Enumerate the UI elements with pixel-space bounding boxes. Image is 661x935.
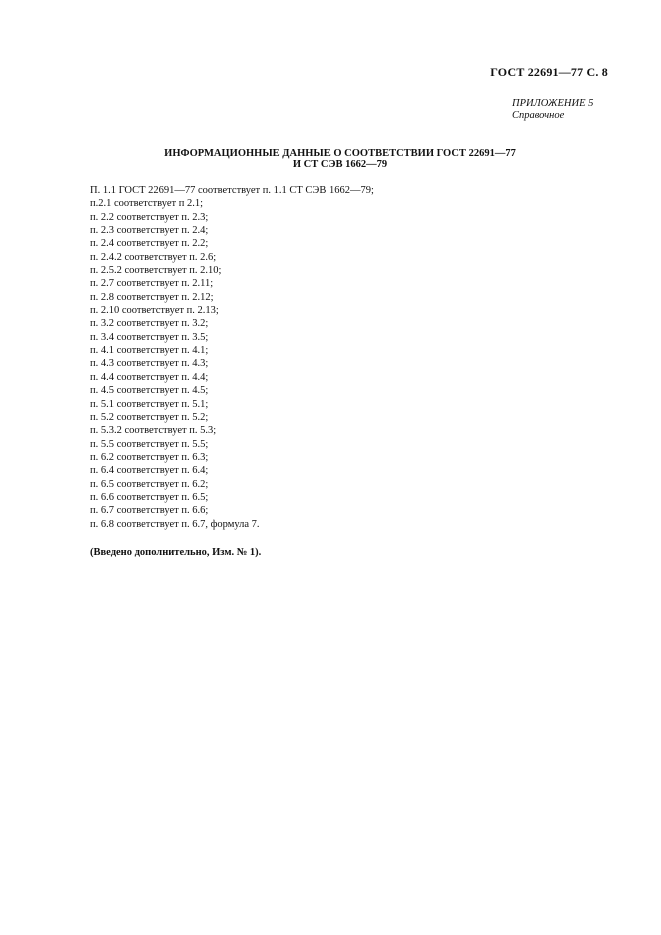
list-item: п. 4.5 соответствует п. 4.5;	[90, 385, 209, 397]
list-item: п. 4.3 соответствует п. 4.3;	[90, 358, 209, 370]
correspondence-list	[90, 184, 374, 531]
list-item: п. 6.7 соответствует п. 6.6;	[90, 505, 209, 517]
list-item: п. 2.10 соответствует п. 2.13;	[90, 305, 219, 317]
list-item: п. 2.4 соответствует п. 2.2;	[90, 238, 209, 250]
list-item: п. 2.2 соответствует п. 2.3;	[90, 211, 209, 223]
list-item: п. 6.5 соответствует п. 6.2;	[90, 478, 209, 490]
page-header-code: ГОСТ 22691—77 С. 8	[490, 65, 608, 79]
list-item: п. 5.2 соответствует п. 5.2;	[90, 411, 209, 423]
title-line-1: ИНФОРМАЦИОННЫЕ ДАННЫЕ О СООТВЕТСТВИИ ГОСТ 22691—77	[164, 148, 516, 159]
list-item: п. 6.2 соответствует п. 6.3;	[90, 451, 209, 463]
list-item: П. 1.1 ГОСТ 22691—77 соответствует п. 1.1 СТ СЭВ 1662—79;	[90, 185, 374, 196]
list-item: п. 3.4 соответствует п. 3.5;	[90, 331, 209, 343]
appendix-label: ПРИЛОЖЕНИЕ 5	[512, 98, 594, 109]
list-item: п. 2.8 соответствует п. 2.12;	[90, 291, 214, 303]
title-line-2: И СТ СЭВ 1662—79	[292, 159, 388, 170]
amendment-note: (Введено дополнительно, Изм. № 1).	[90, 547, 262, 558]
list-item: п. 2.4.2 соответствует п. 2.6;	[90, 251, 217, 263]
list-item: п. 6.6 соответствует п. 6.5;	[90, 491, 209, 503]
list-item: п. 5.5 соответствует п. 5.5;	[90, 438, 209, 450]
list-item: п.2.1 соответствует п 2.1;	[90, 198, 203, 210]
list-item: п. 3.2 соответствует п. 3.2;	[90, 318, 209, 330]
list-item: п. 2.5.2 соответствует п. 2.10;	[90, 265, 222, 277]
list-item: п. 6.8 соответствует п. 6.7, формула 7.	[90, 518, 260, 530]
list-item: п. 2.7 соответствует п. 2.11;	[90, 278, 214, 290]
list-item: п. 4.4 соответствует п. 4.4;	[90, 371, 209, 383]
appendix-type: Справочное	[512, 110, 565, 121]
document-title	[90, 148, 590, 170]
list-item: п. 5.1 соответствует п. 5.1;	[90, 398, 209, 410]
list-item: п. 2.3 соответствует п. 2.4;	[90, 225, 209, 237]
list-item: п. 4.1 соответствует п. 4.1;	[90, 345, 209, 357]
list-item: п. 5.3.2 соответствует п. 5.3;	[90, 425, 217, 437]
appendix-block	[512, 98, 593, 122]
list-item: п. 6.4 соответствует п. 6.4;	[90, 465, 209, 477]
